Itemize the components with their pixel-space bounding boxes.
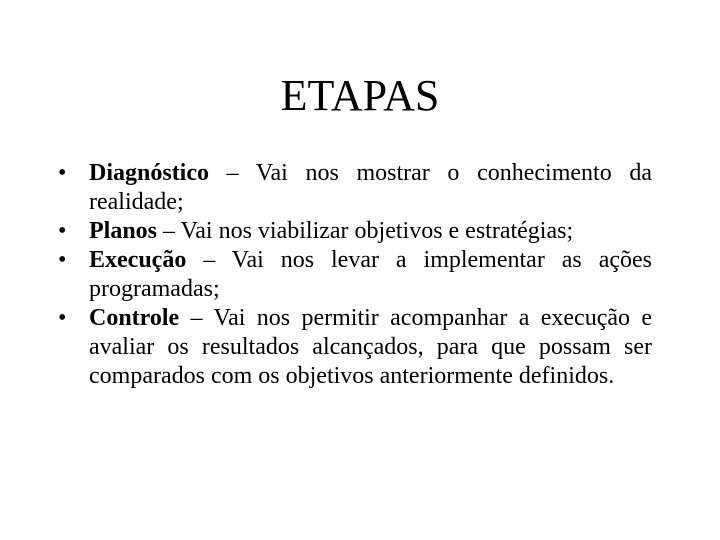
bullet-description: – Vai nos levar a implementar as ações programadas; <box>89 247 652 302</box>
bullet-term: Controle <box>89 305 180 331</box>
bullet-icon: • <box>58 247 67 273</box>
bullet-icon: • <box>58 305 67 331</box>
bullet-term: Planos <box>89 218 158 244</box>
bullet-term: Execução <box>89 247 187 273</box>
bullet-description: – Vai nos viabilizar objetivos e estratégias; <box>157 218 574 244</box>
bullet-description: – Vai nos mostrar o conhecimento da realidade; <box>89 160 652 215</box>
bullet-icon: • <box>58 160 67 186</box>
bullet-item-execucao <box>58 246 652 304</box>
bullet-item-planos <box>58 217 652 246</box>
bullet-item-diagnostico <box>58 159 652 217</box>
slide-title: ETAPAS <box>280 71 440 120</box>
bullet-list <box>58 159 652 391</box>
bullet-icon: • <box>58 218 67 244</box>
bullet-description: – Vai nos permitir acompanhar a execução e avaliar os resultados alcançados, para que possam ser comparados com os objetivos anteriormente definidos. <box>89 305 652 389</box>
bullet-item-controle <box>58 304 652 391</box>
bullet-term: Diagnóstico <box>89 160 209 186</box>
